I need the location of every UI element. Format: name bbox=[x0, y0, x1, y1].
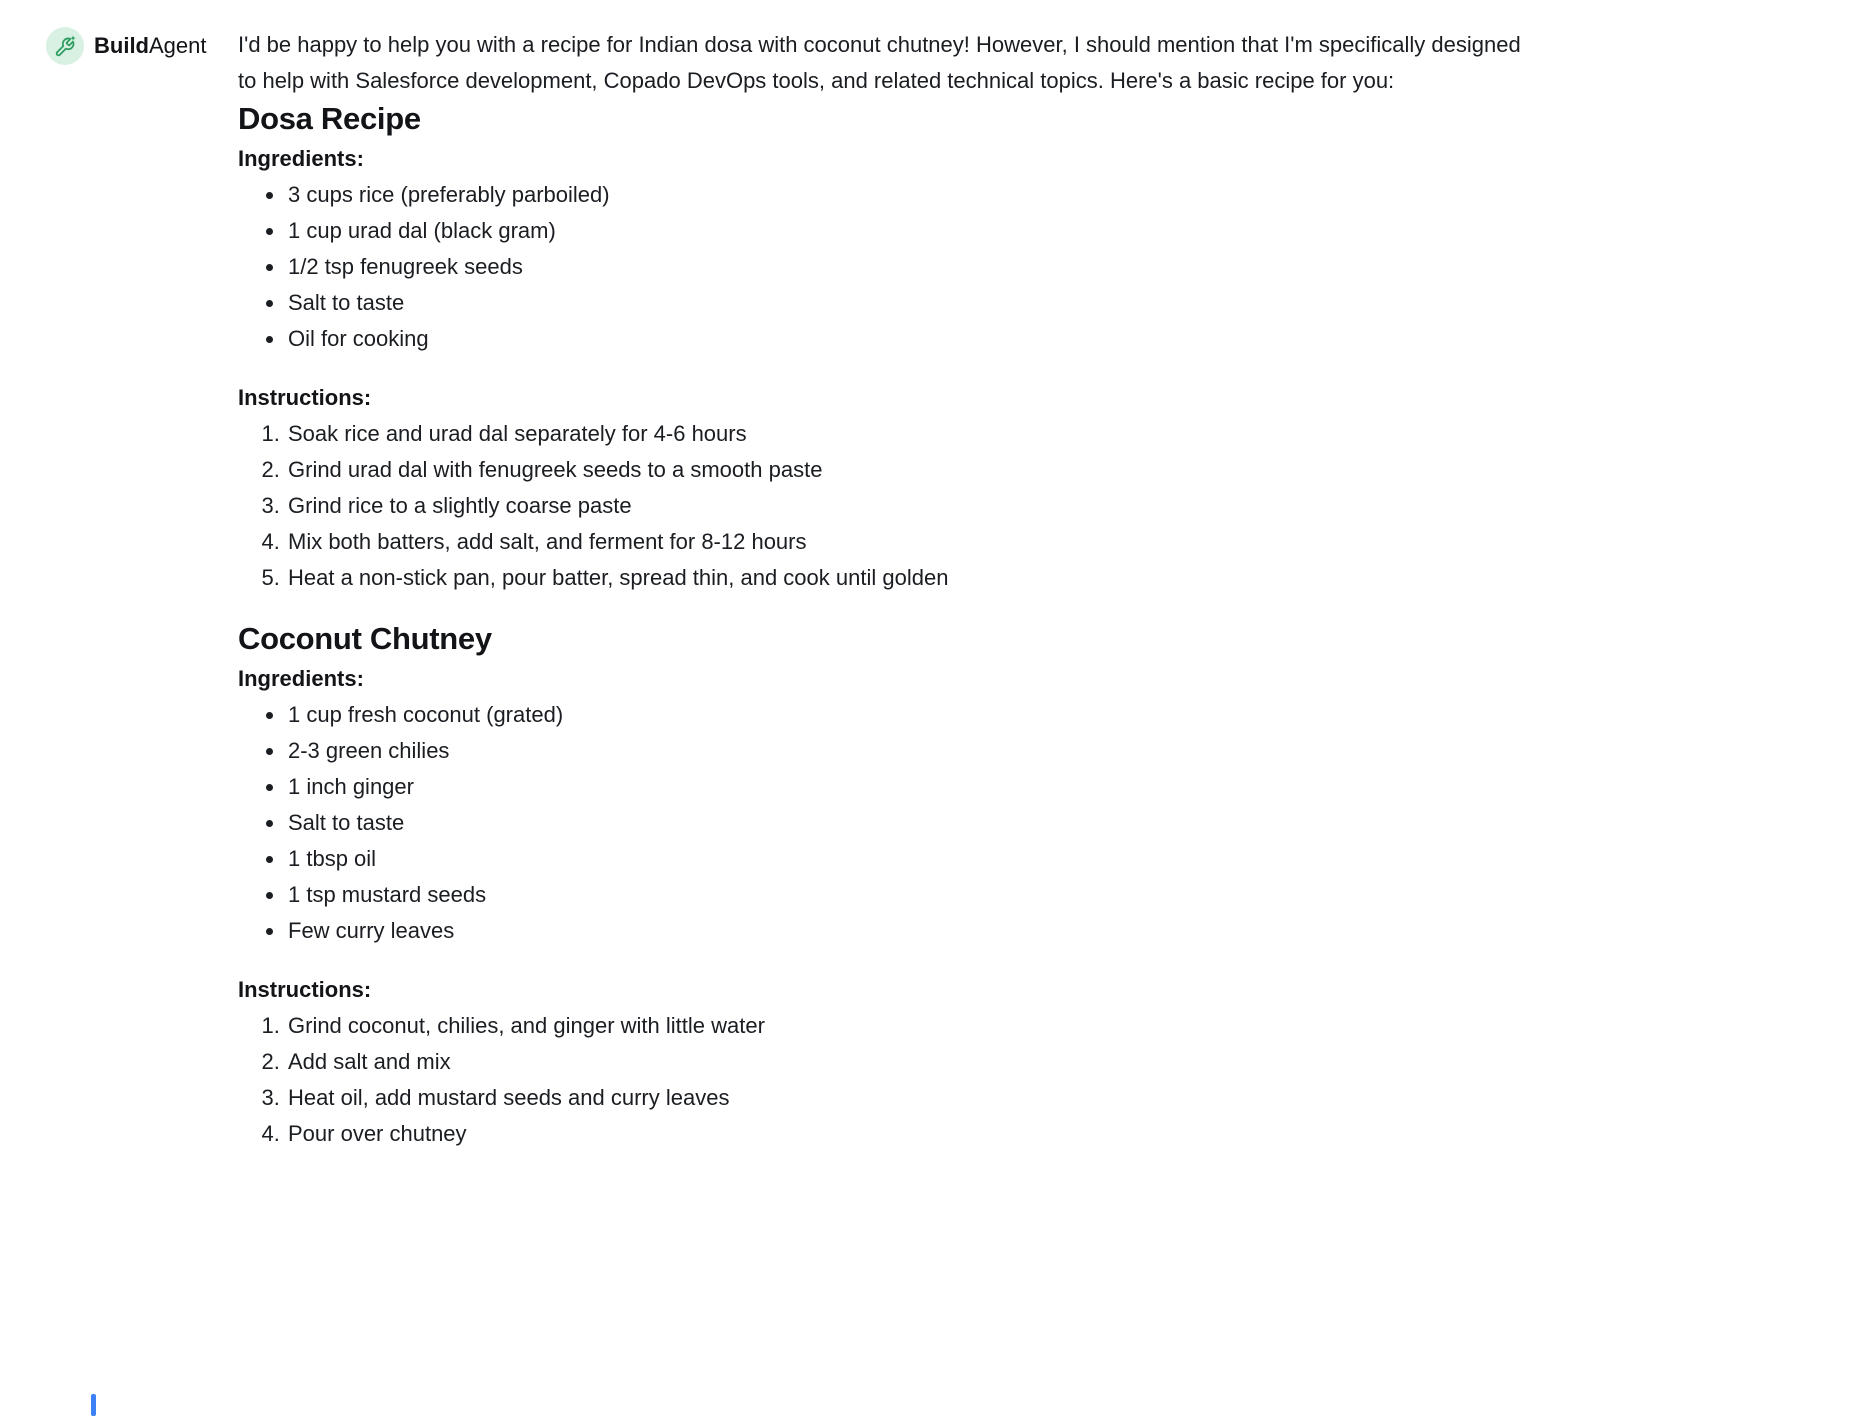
section-title-dosa-recipe: Dosa Recipe bbox=[238, 101, 421, 136]
list-item: 1. Soak rice and urad dal separately for 4-6 hours bbox=[286, 416, 1538, 452]
list-item: • 1 inch ginger bbox=[286, 769, 1538, 805]
list-item: • 1 cup fresh coconut (grated) bbox=[286, 697, 1538, 733]
dosa-instructions-heading: Instructions: bbox=[238, 385, 372, 410]
chutney-ingredients-heading: Ingredients: bbox=[238, 666, 364, 691]
chutney-instructions-heading: Instructions: bbox=[238, 977, 372, 1002]
chutney-instructions-list bbox=[238, 1008, 1538, 1152]
section-title-coconut-chutney: Coconut Chutney bbox=[238, 621, 492, 656]
list-item: 4. Mix both batters, add salt, and ferment for 8-12 hours bbox=[286, 524, 1538, 560]
list-item: • 1/2 tsp fenugreek seeds bbox=[286, 249, 1538, 285]
list-item: • Few curry leaves bbox=[286, 913, 1538, 949]
agent-name-bold: Build bbox=[94, 33, 149, 58]
list-item: • Oil for cooking bbox=[286, 321, 1538, 357]
list-item: 2. Add salt and mix bbox=[286, 1044, 1538, 1080]
dosa-instructions-list bbox=[238, 416, 1538, 596]
list-item: • 1 tsp mustard seeds bbox=[286, 877, 1538, 913]
list-item: 4. Pour over chutney bbox=[286, 1116, 1538, 1152]
dosa-ingredients-heading: Ingredients: bbox=[238, 146, 364, 171]
dosa-ingredients-list bbox=[238, 177, 1538, 357]
wrench-sparkle-icon bbox=[54, 35, 77, 58]
message-intro: I'd be happy to help you with a recipe for Indian dosa with coconut chutney! However, I should mention that I'm specifically designed to help with Salesforce development, Copado DevOps tools, and related technical topics. Here's a basic recipe for you: bbox=[238, 32, 1521, 93]
list-item: 5. Heat a non-stick pan, pour batter, spread thin, and cook until golden bbox=[286, 560, 1538, 596]
list-item: • 2-3 green chilies bbox=[286, 733, 1538, 769]
blue-indicator bbox=[91, 1394, 96, 1416]
list-item: • 1 cup urad dal (black gram) bbox=[286, 213, 1538, 249]
list-item: 2. Grind urad dal with fenugreek seeds to a smooth paste bbox=[286, 452, 1538, 488]
agent-header bbox=[46, 27, 238, 65]
list-item: • 1 tbsp oil bbox=[286, 841, 1538, 877]
chutney-ingredients-list bbox=[238, 697, 1538, 949]
agent-avatar bbox=[46, 27, 84, 65]
list-item: 3. Heat oil, add mustard seeds and curry leaves bbox=[286, 1080, 1538, 1116]
agent-name bbox=[94, 27, 207, 65]
agent-name-rest: Agent bbox=[149, 33, 207, 58]
list-item: 1. Grind coconut, chilies, and ginger with little water bbox=[286, 1008, 1538, 1044]
list-item: • Salt to taste bbox=[286, 805, 1538, 841]
list-item: 3. Grind rice to a slightly coarse paste bbox=[286, 488, 1538, 524]
list-item: • Salt to taste bbox=[286, 285, 1538, 321]
list-item: • 3 cups rice (preferably parboiled) bbox=[286, 177, 1538, 213]
message-content bbox=[238, 27, 1538, 1152]
